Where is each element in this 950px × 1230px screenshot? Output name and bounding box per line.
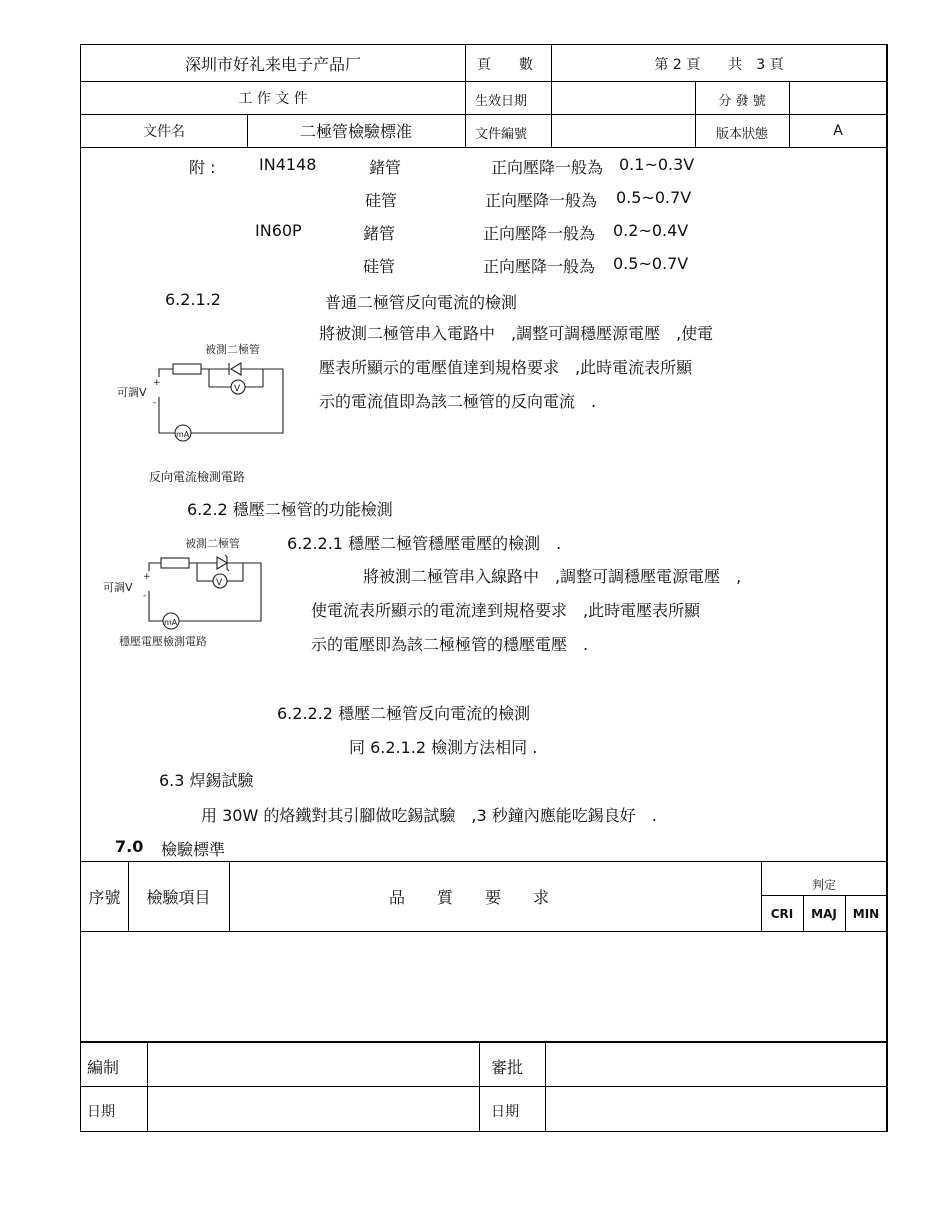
- appendix-model: IN4148: [259, 155, 317, 174]
- appendix-range: 0.2~0.4V: [613, 221, 689, 240]
- diagram-source-label: 可調V: [117, 386, 147, 399]
- appendix-material: 硅管: [365, 191, 398, 210]
- body-line: 將被測二極管串入電路中 ,調整可調穩壓源電壓 ,使電: [319, 324, 714, 343]
- document-page: [80, 44, 888, 1132]
- section-title: 普通二極管反向電流的檢測: [325, 293, 518, 312]
- body-line: 壓表所顯示的電壓值達到規格要求 ,此時電流表所顯: [319, 358, 693, 377]
- resistor-symbol: [173, 364, 201, 374]
- diagram-dut-label: 被測二極管: [185, 537, 240, 550]
- section-title: 檢驗標準: [161, 840, 226, 859]
- column-header-requirement: 品 質 要 求: [389, 888, 550, 907]
- appendix-desc: 正向壓降一般為: [491, 158, 604, 177]
- body-line: 使電流表所顯示的電流達到規格要求 ,此時電壓表所顯: [311, 601, 701, 620]
- prepared-by-label: 編制: [87, 1058, 120, 1077]
- version-label: 版本狀態: [715, 127, 768, 142]
- appendix-range: 0.5~0.7V: [616, 188, 692, 207]
- column-header-item: 檢驗項目: [146, 888, 211, 907]
- appendix-material: 硅管: [363, 257, 396, 276]
- zener-voltage-circuit-diagram: [101, 531, 281, 653]
- section-number: 6.2.1.2: [165, 290, 221, 309]
- section-heading: 6.3 焊錫試驗: [159, 771, 254, 790]
- appendix-material: 鍺管: [369, 158, 402, 177]
- version-value: A: [833, 123, 843, 139]
- svg-text:mA: mA: [176, 430, 190, 439]
- filename-value: 二極管檢驗標准: [299, 122, 412, 141]
- effective-date-label: 生效日期: [475, 94, 528, 109]
- prepared-date-label: 日期: [87, 1104, 115, 1120]
- judgement-maj: MAJ: [811, 907, 837, 921]
- appendix-desc: 正向壓降一般為: [483, 257, 596, 276]
- filename-label: 文件名: [143, 124, 185, 140]
- figure-caption: 穩壓電壓檢測電路: [119, 635, 207, 648]
- pages-label: 頁 數: [477, 57, 533, 73]
- svg-text:+: +: [153, 378, 161, 388]
- company-name: 深圳市好礼来电子产品厂: [184, 55, 361, 74]
- judgement-min: MIN: [852, 907, 880, 921]
- svg-text:V: V: [216, 578, 223, 588]
- figure-caption: 反向電流檢測電路: [149, 470, 246, 484]
- appendix-model: IN60P: [255, 221, 302, 240]
- svg-text:+: +: [143, 572, 151, 582]
- column-header-no: 序號: [88, 888, 121, 907]
- diagram-dut-label: 被測二極管: [205, 343, 260, 356]
- resistor-symbol: [161, 558, 189, 568]
- appendix-desc: 正向壓降一般為: [485, 191, 598, 210]
- diode-symbol: [231, 363, 241, 375]
- svg-text:V: V: [234, 384, 241, 394]
- section-number: 7.0: [115, 837, 144, 856]
- appendix-desc: 正向壓降一般為: [483, 224, 596, 243]
- approved-date-label: 日期: [491, 1104, 519, 1120]
- reverse-current-circuit-diagram: [111, 335, 291, 445]
- body-line: 將被測二極管串入線路中 ,調整可調穩壓電源電壓 ,: [363, 567, 742, 586]
- page-info: 第 2 頁 共 3 頁: [654, 57, 784, 73]
- document-number-label: 文件編號: [475, 127, 528, 142]
- body-line: 用 30W 的烙鐵對其引腳做吃錫試驗 ,3 秒鐘內應能吃錫良好 .: [201, 806, 657, 825]
- column-header-judgement: 判定: [811, 878, 836, 892]
- judgement-cri: CRI: [770, 907, 794, 921]
- zener-diode-symbol: [217, 557, 227, 569]
- diagram-source-label: 可調V: [103, 581, 133, 594]
- svg-text:mA: mA: [164, 618, 178, 627]
- appendix-range: 0.1~0.3V: [619, 155, 695, 174]
- body-line: 示的電壓即為該二極極管的穩壓電壓 .: [311, 635, 589, 654]
- distribution-number-label: 分 發 號: [718, 94, 766, 109]
- subsection-heading: 6.2.2.1 穩壓二極管穩壓電壓的檢測 .: [287, 534, 562, 553]
- section-heading: 6.2.2 穩壓二極管的功能檢測: [187, 500, 393, 519]
- body-line: 示的電流值即為該二極管的反向電流 .: [319, 392, 597, 411]
- approved-by-label: 審批: [491, 1058, 524, 1077]
- subsection-heading: 6.2.2.2 穩壓二極管反向電流的檢測: [277, 704, 531, 723]
- appendix-label: 附 :: [189, 158, 216, 177]
- body-line: 同 6.2.1.2 檢測方法相同 .: [349, 738, 538, 757]
- appendix-range: 0.5~0.7V: [613, 254, 689, 273]
- svg-text:-: -: [143, 591, 147, 601]
- svg-text:-: -: [153, 398, 157, 408]
- work-document-label: 工 作 文 件: [238, 91, 308, 107]
- appendix-material: 鍺管: [363, 224, 396, 243]
